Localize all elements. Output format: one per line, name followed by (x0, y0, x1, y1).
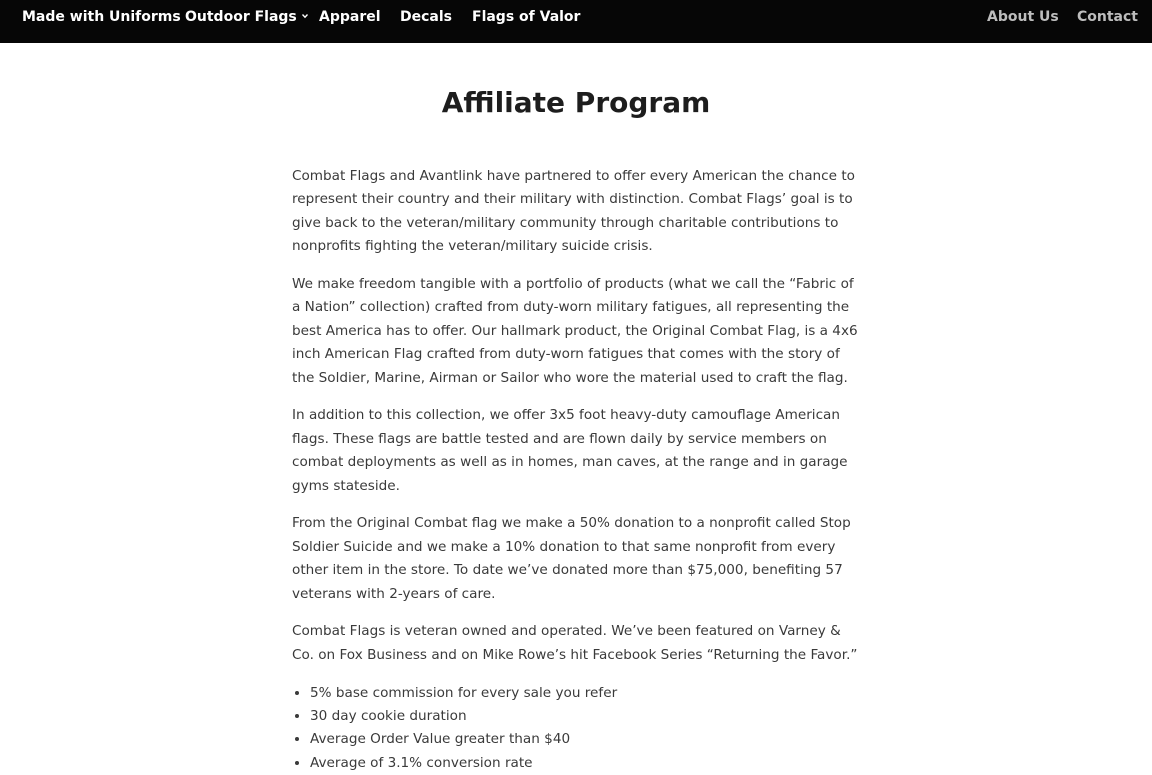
nav-outdoor-flags[interactable] (185, 8, 308, 26)
chevron-down-icon (302, 13, 308, 19)
intro-paragraph: Combat Flags and Avantlink have partnered to offer every American the chance to represent their country and their military with distinction. Combat Flags’ goal is to give back to the veteran/military community through charitable contributions to nonprofits fighting the veteran/military suicide crisis. (292, 168, 855, 255)
top-navigation-bar (0, 0, 1152, 43)
nav-decals[interactable]: Decals (400, 9, 452, 25)
list-item: • 30 day cookie duration (310, 705, 862, 728)
list-item: • Average of 3.1% conversion rate (310, 752, 862, 775)
page-content (292, 165, 862, 775)
nav-about-us[interactable]: About Us (987, 9, 1059, 25)
page-title: Affiliate Program (441, 86, 711, 119)
veteran-owned-paragraph: Combat Flags is veteran owned and operated. We’ve been featured on Varney & Co. on Fox Business and on Mike Rowe’s hit Facebook Series “Returning the Favor.” (292, 623, 858, 663)
benefits-list (292, 682, 862, 775)
list-item: • Average Order Value greater than $40 (310, 728, 862, 751)
nav-made-with-uniforms[interactable]: Made with Uniforms (22, 9, 181, 25)
products-paragraph: We make freedom tangible with a portfolio of products (what we call the “Fabric of a Nation” collection) crafted from duty-worn military fatigues, all representing the best America has to offer. Our hallmark product, the Original Combat Flag, is a 4x6 inch American Flag crafted from duty-worn fatigues that comes with the story of the Soldier, Marine, Airman or Sailor who wore the material used to craft the flag. (292, 276, 858, 386)
list-item: • 5% base commission for every sale you refer (310, 682, 862, 705)
nav-outdoor-flags-label: Outdoor Flags (185, 9, 297, 25)
donation-paragraph: From the Original Combat flag we make a 50% donation to a nonprofit called Stop Soldier Suicide and we make a 10% donation to that same nonprofit from every other item in the store. To date we’ve donated more than $75,000, benefiting 57 veterans with 2-years of care. (292, 515, 851, 602)
nav-contact[interactable]: Contact (1077, 9, 1138, 25)
nav-flags-of-valor[interactable]: Flags of Valor (472, 9, 581, 25)
collection-paragraph: In addition to this collection, we offer 3x5 foot heavy-duty camouflage American flags. These flags are battle tested and are flown daily by service members on combat deployments as well as in homes, man caves, at the range and in garage gyms stateside. (292, 407, 848, 494)
nav-apparel[interactable]: Apparel (319, 9, 381, 25)
